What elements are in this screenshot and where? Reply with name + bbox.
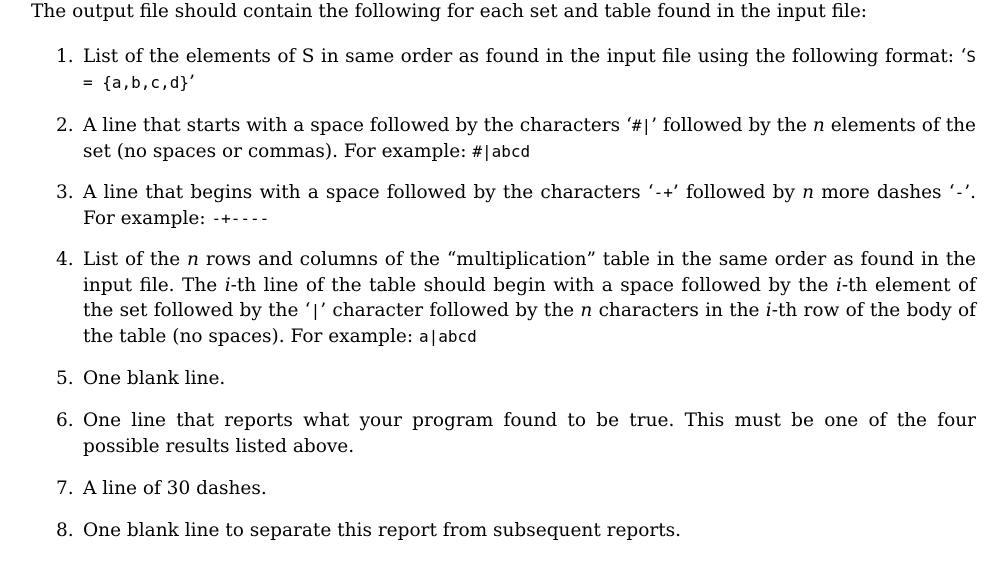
text-run: One blank line.	[83, 368, 226, 389]
list-item-number: 3.	[56, 182, 74, 203]
list-item-text	[83, 180, 976, 231]
text-run: characters in the	[592, 300, 766, 321]
text-run: ’ character followed by the	[320, 300, 581, 321]
list-item-number: 7.	[56, 478, 74, 499]
text-run: One line that reports what your program found to be true. This must be one of the four possible results listed above.	[83, 410, 976, 457]
text-run: rows and columns of the “multiplication” table in the same order as found in the input file. The	[83, 249, 976, 296]
text-run: A line of 30 dashes.	[83, 478, 267, 499]
list-item	[56, 113, 976, 164]
code-snippet: |	[310, 301, 321, 320]
list-item-text	[83, 408, 976, 459]
list-item-number: 8.	[56, 520, 74, 541]
list-item-number: 1.	[56, 46, 74, 67]
text-run: ’	[188, 71, 195, 93]
list-item-text	[83, 476, 976, 502]
code-snippet: S = {a,b,c,d}	[83, 47, 976, 92]
text-run: -th line of the table should begin with a space followed by the	[230, 274, 836, 296]
text-run: ’ followed by the	[651, 115, 813, 136]
list-item-text	[83, 113, 976, 164]
math-variable: i	[835, 274, 842, 296]
math-variable: n	[580, 300, 593, 321]
list-item	[56, 44, 976, 95]
list-item	[56, 408, 976, 459]
list-item	[56, 180, 976, 231]
list-item	[56, 476, 976, 502]
intro-paragraph: The output file should contain the following for each set and table found in the input file:	[31, 1, 868, 22]
text-run: -th row of the body of the table (no spaces). For example:	[83, 300, 976, 347]
text-run: A line that starts with a space followed by the characters ‘	[83, 115, 632, 136]
list-item-number: 5.	[56, 368, 74, 389]
text-run: One blank line to separate this report from subsequent reports.	[83, 520, 682, 541]
text-run: elements of the set (no spaces or commas). For example:	[83, 115, 977, 162]
code-snippet: -+----	[211, 208, 270, 228]
text-run: List of the elements of S in same order as found in the input file using the following format: ‘	[83, 46, 967, 67]
list-item-text	[83, 518, 976, 544]
list-item-number: 6.	[56, 410, 74, 431]
list-item-number: 4.	[56, 249, 74, 270]
list-item	[56, 518, 976, 544]
text-run: ’. For example:	[83, 182, 976, 229]
text-run: A line that begins with a space followed by the characters ‘	[83, 182, 654, 203]
text-run: -th element of the set followed by the ‘	[83, 274, 977, 321]
list-item	[56, 247, 976, 349]
list-item	[56, 366, 976, 392]
list-item-text	[83, 366, 976, 392]
code-snippet: #|	[631, 116, 652, 135]
math-variable: n	[812, 115, 825, 136]
text-run: List of the	[83, 249, 188, 270]
text-run: more dashes ‘	[814, 182, 955, 203]
math-variable: i	[765, 300, 772, 321]
math-variable: n	[187, 249, 199, 270]
code-snippet: #|abcd	[472, 141, 531, 161]
list-item-text	[83, 247, 976, 349]
code-snippet: a|abcd	[419, 326, 477, 346]
code-snippet: -+	[653, 183, 673, 202]
list-item-text	[83, 44, 976, 95]
code-snippet: -	[954, 183, 965, 202]
math-variable: n	[802, 182, 815, 203]
math-variable: i	[224, 274, 231, 296]
list-item-number: 2.	[56, 115, 74, 136]
text-run: ’ followed by	[672, 182, 803, 203]
